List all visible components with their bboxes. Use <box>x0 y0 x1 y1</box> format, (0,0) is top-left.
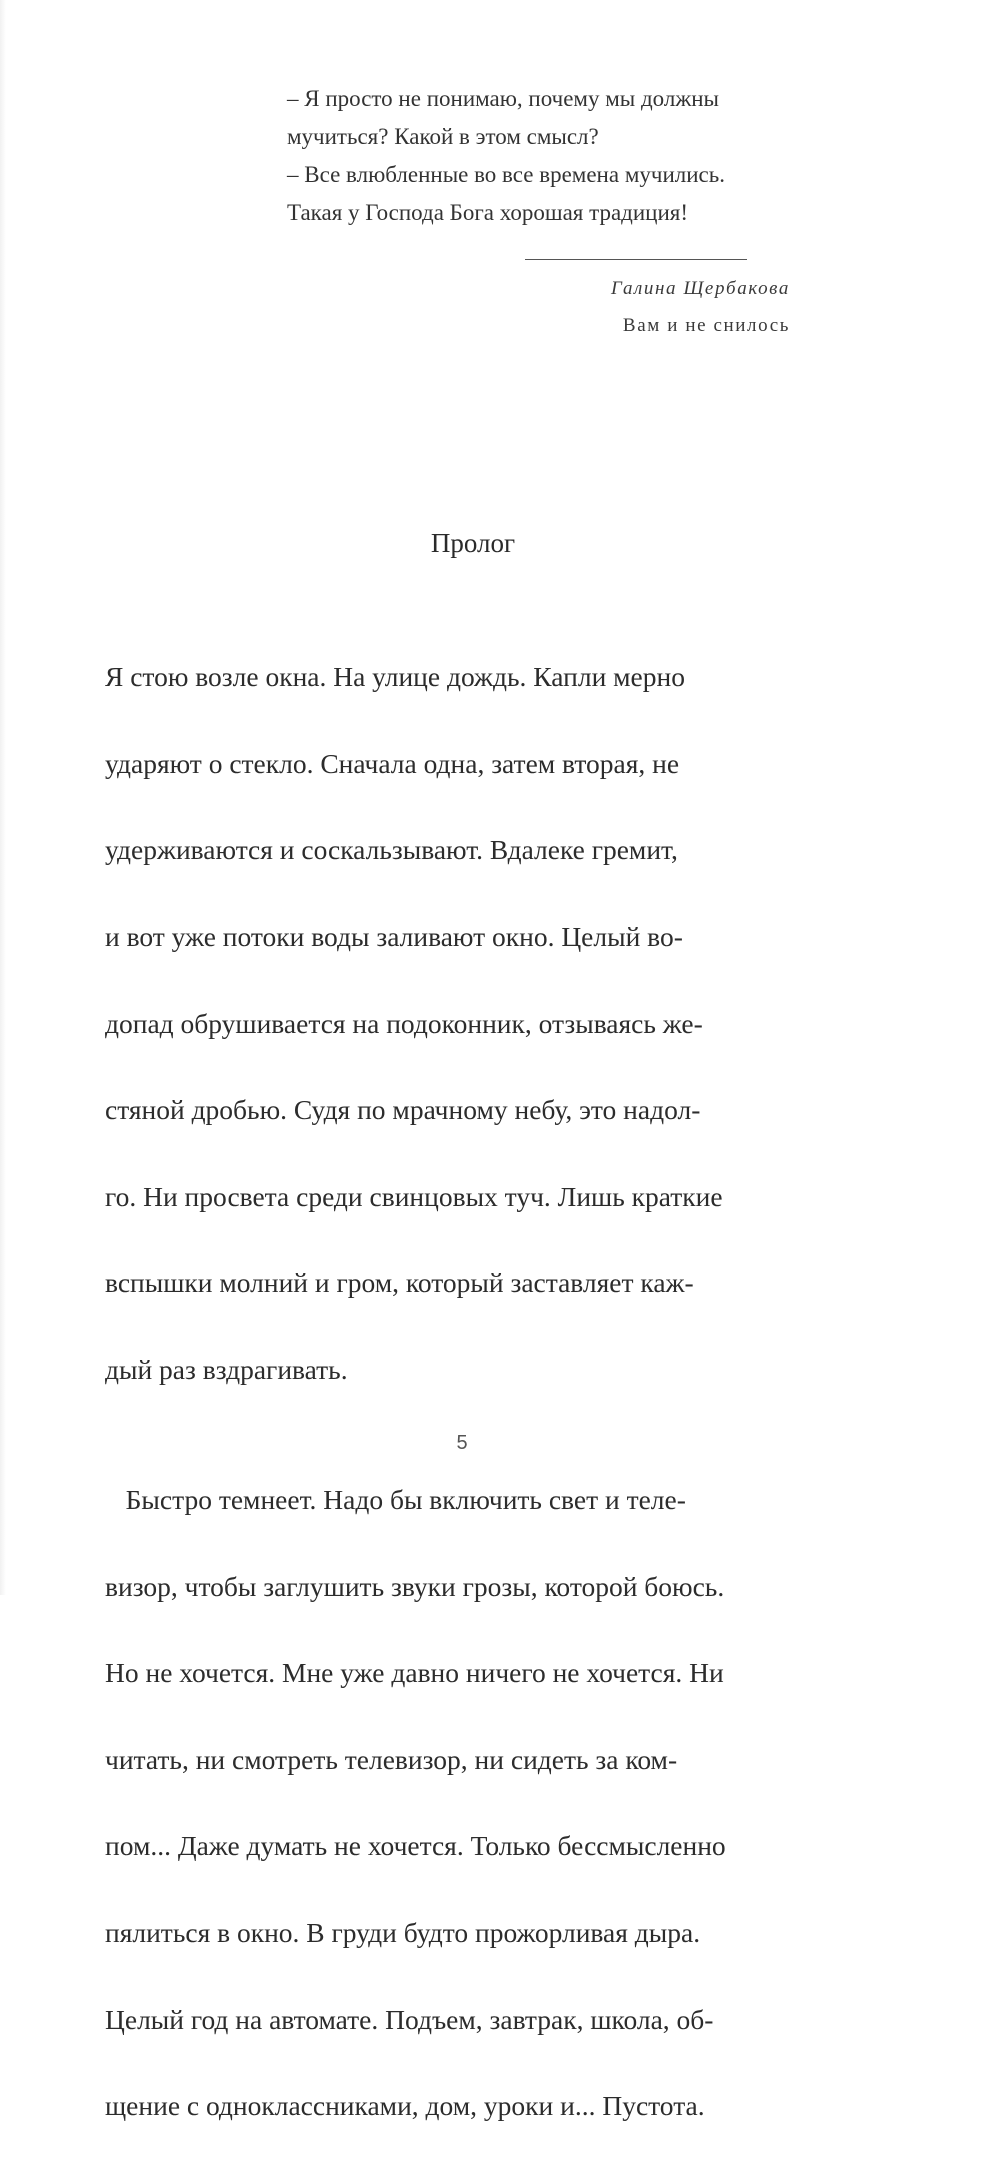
text-line: и вот уже потоки воды заливают окно. Целый во- <box>105 921 683 953</box>
epigraph-line: мучиться? Какой в этом смысл? <box>287 124 599 149</box>
body-text <box>105 612 845 2171</box>
text-line: Целый год на автомате. Подъем, завтрак, школа, об- <box>105 2003 714 2035</box>
epigraph <box>287 80 847 232</box>
text-line: щение с одноклассниками, дом, уроки и... Пустота. <box>105 2090 705 2122</box>
text-line: читать, ни смотреть телевизор, ни сидеть за ком- <box>105 1743 678 1775</box>
text-line: пялиться в окно. В груди будто прожорливая дыра. <box>105 1916 701 1948</box>
text-line: удерживаются и соскальзывают. Вдалеке гремит, <box>105 834 678 866</box>
text-line: допад обрушивается на подоконник, отзываясь же- <box>105 1007 703 1039</box>
page-edge-shadow <box>0 0 6 1595</box>
paragraph <box>105 1435 845 2171</box>
chapter-title: Пролог <box>430 528 516 558</box>
epigraph-line: – Я просто не понимаю, почему мы должны <box>287 86 719 111</box>
paragraph <box>105 612 845 1435</box>
text-line: ударяют о стекло. Сначала одна, затем вторая, не <box>105 747 680 779</box>
text-line: визор, чтобы заглушить звуки грозы, которой боюсь. <box>105 1570 725 1602</box>
epigraph-author: Галина Щербакова <box>611 278 790 299</box>
epigraph-attribution <box>540 270 790 344</box>
epigraph-divider <box>525 259 747 260</box>
epigraph-work-title: Вам и не снилось <box>622 315 790 336</box>
text-line: Но не хочется. Мне уже давно ничего не хочется. Ни <box>105 1657 724 1689</box>
text-line: Быстро темнеет. Надо бы включить свет и теле- <box>105 1483 686 1515</box>
text-line: дый раз вздрагивать. <box>105 1354 348 1386</box>
text-line: вспышки молний и гром, который заставляет каж- <box>105 1267 694 1299</box>
epigraph-line: – Все влюбленные во все времена мучились. <box>287 162 725 187</box>
page-number: 5 <box>456 1432 468 1454</box>
text-line: Я стою возле окна. На улице дождь. Капли мерно <box>105 661 685 693</box>
text-line: стяной дробью. Судя по мрачному небу, это надол- <box>105 1094 701 1126</box>
text-line: го. Ни просвета среди свинцовых туч. Лишь краткие <box>105 1180 723 1212</box>
epigraph-line: Такая у Господа Бога хорошая традиция! <box>287 200 689 225</box>
text-line: пом... Даже думать не хочется. Только бессмысленно <box>105 1830 726 1862</box>
